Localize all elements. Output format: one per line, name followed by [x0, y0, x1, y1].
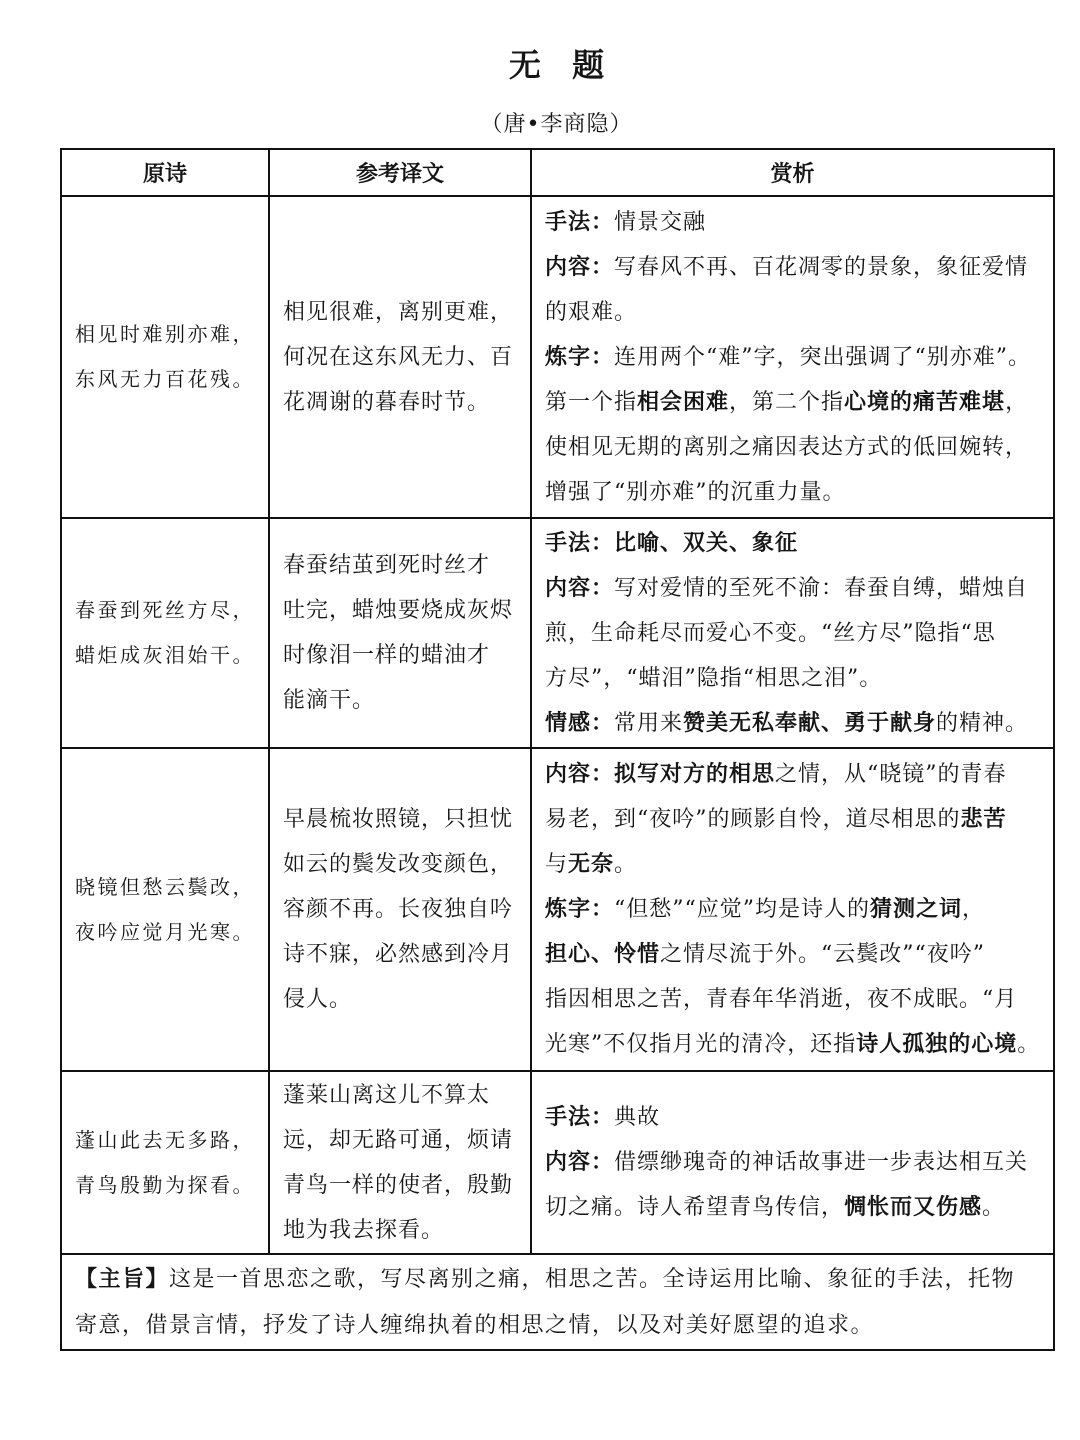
analysis-line: [545, 977, 1047, 1022]
analysis-text: 第一个指: [545, 389, 638, 415]
analysis-text: 光寒”不仅指月光的清冷，还指: [545, 1032, 857, 1057]
analysis-line: [545, 797, 1047, 842]
analysis-label: 情感：: [545, 710, 615, 736]
analysis-text: ，: [962, 897, 986, 922]
analysis-line: [545, 611, 1047, 656]
analysis-line: [545, 752, 1047, 797]
analysis-cell: [531, 518, 1054, 748]
analysis-text: 切之痛。诗人希望青鸟传信，: [545, 1195, 845, 1220]
poem-line: 青鸟殷勤为探看。: [75, 1172, 255, 1197]
poem-cell: [61, 748, 269, 1071]
summary-line: [75, 1303, 1047, 1349]
header-translation: 参考译文: [269, 149, 531, 196]
translation-line: 春蚕结茧到死时丝才: [283, 553, 491, 578]
translation-cell: [269, 518, 531, 748]
poem-line: 东风无力百花残。: [75, 367, 255, 391]
analysis-emphasis: 赞美无私奉献、勇于献身: [683, 710, 937, 736]
table-header-row: [61, 149, 1054, 196]
summary-text: 寄意，借景言情，抒发了诗人缠绵执着的相思之情，以及对美好愿望的追求。: [75, 1313, 875, 1338]
analysis-label: 内容：: [545, 254, 615, 280]
analysis-label: 炼字：: [545, 344, 615, 370]
analysis-text: 的精神。: [936, 710, 1029, 736]
translation-cell: [269, 196, 531, 518]
translation-line: 时像泪一样的蜡油才: [283, 643, 491, 668]
translation-line: 相见很难，离别更难，: [283, 299, 514, 325]
translation-line: 侵人。: [283, 987, 353, 1012]
analysis-text: 指因相思之苦，青春年华消逝，夜不成眠。“月: [545, 987, 1018, 1012]
translation-line: 花凋谢的暮春时节。: [283, 389, 491, 415]
analysis-label: 内容：: [545, 762, 615, 787]
poem-line: 春蚕到死丝方尽，: [75, 598, 255, 622]
analysis-label: 炼字：: [545, 897, 615, 922]
analysis-line: [545, 701, 1047, 746]
analysis-text: 。: [1017, 1032, 1041, 1057]
analysis-line: [545, 380, 1047, 425]
translation-line: 能滴干。: [283, 688, 376, 713]
analysis-line: [545, 887, 1047, 932]
analysis-text: 使相见无期的离别之痛因表达方式的低回婉转，: [545, 434, 1029, 460]
poem-line: 夜吟应觉月光寒。: [75, 919, 255, 944]
summary-text: 这是一首思恋之歌，写尽离别之痛，相思之苦。全诗运用比喻、象征的手法，托物: [169, 1267, 1016, 1292]
analysis-line: [545, 656, 1047, 701]
header-poem: 原诗: [61, 149, 269, 196]
poem-line: 蜡炬成灰泪始干。: [75, 643, 255, 667]
analysis-emphasis: 猜测之词: [870, 897, 963, 922]
analysis-line: [545, 1140, 1047, 1185]
analysis-text: 煎，生命耗尽而爱心不变。“丝方尽”隐指“思: [545, 620, 996, 646]
analysis-label: 手法：: [545, 209, 615, 235]
analysis-text: 。: [614, 852, 638, 877]
analysis-line: [545, 1095, 1047, 1140]
analysis-cell: [531, 1071, 1054, 1254]
analysis-emphasis: 无奈: [568, 852, 615, 877]
analysis-text: 典故: [614, 1105, 661, 1130]
analysis-line: [545, 1185, 1047, 1230]
analysis-cell: [531, 196, 1054, 518]
translation-cell: [269, 748, 531, 1071]
analysis-line: [545, 1022, 1047, 1067]
analysis-cell: [531, 748, 1054, 1071]
analysis-emphasis: 比喻、双关、象征: [614, 530, 799, 556]
summary-cell: [61, 1254, 1054, 1350]
analysis-emphasis: 诗人孤独的心境: [856, 1032, 1018, 1057]
analysis-line: [545, 425, 1047, 470]
poem-cell: [61, 1071, 269, 1254]
analysis-label: 内容：: [545, 575, 615, 601]
poem-cell: [61, 196, 269, 518]
translation-cell: [269, 1071, 531, 1254]
analysis-text: 的艰难。: [545, 299, 638, 325]
analysis-text: 写对爱情的至死不渝：春蚕自缚，蜡烛自: [614, 575, 1029, 601]
analysis-text: 增强了“别亦难”的沉重力量。: [545, 479, 846, 505]
analysis-emphasis: 相会困难: [637, 389, 730, 415]
analysis-text: ，第二个指: [729, 389, 845, 415]
analysis-text: 方尽”，“蜡泪”隐指“相思之泪”。: [545, 665, 883, 691]
summary-line: [75, 1257, 1047, 1303]
analysis-text: 与: [545, 852, 569, 877]
summary-row: [61, 1254, 1054, 1350]
analysis-label: 内容：: [545, 1150, 615, 1175]
table-row: [61, 1071, 1054, 1254]
analysis-emphasis: 心境的痛苦难堪: [844, 389, 1006, 415]
analysis-line: [545, 521, 1047, 566]
analysis-line: [545, 245, 1047, 290]
page-title: 无 题: [508, 46, 605, 84]
table-row: [61, 748, 1054, 1071]
analysis-line: [545, 932, 1047, 977]
analysis-emphasis: 惆怅而又伤感: [844, 1195, 983, 1220]
analysis-text: “但愁”“应觉”均是诗人的: [614, 897, 871, 922]
poem-cell: [61, 518, 269, 748]
analysis-line: [545, 842, 1047, 887]
analysis-line: [545, 335, 1047, 380]
analysis-line: [545, 470, 1047, 515]
analysis-text: 之情尽流于外。“云鬓改”“夜吟”: [660, 942, 986, 967]
analysis-line: [545, 566, 1047, 611]
analysis-label: 手法：: [545, 530, 615, 556]
analysis-emphasis: 拟写对方的相思: [614, 762, 776, 787]
table-row: [61, 518, 1054, 748]
analysis-text: 连用两个“难”字，突出强调了“别亦难”。: [614, 344, 1032, 370]
translation-line: 地为我去探看。: [283, 1217, 445, 1243]
poem-line: 相见时难别亦难，: [75, 322, 255, 346]
analysis-text: 写春风不再、百花凋零的景象，象征爱情: [614, 254, 1029, 280]
analysis-emphasis: 担心、怜惜: [545, 942, 661, 967]
analysis-text: ，: [1005, 389, 1029, 415]
analysis-text: 易老，到“夜吟”的顾影自怜，道尽相思的: [545, 807, 961, 832]
poem-analysis-table: [60, 148, 1055, 1351]
author-line: （唐•李商隐）: [480, 112, 633, 137]
analysis-text: 常用来: [614, 710, 684, 736]
analysis-text: 。: [982, 1195, 1006, 1220]
translation-line: 早晨梳妆照镜，只担忧: [283, 807, 514, 832]
translation-line: 蓬莱山离这儿不算太: [283, 1082, 491, 1108]
header-analysis: 赏析: [531, 149, 1054, 196]
translation-line: 何况在这东风无力、百: [283, 344, 514, 370]
analysis-text: 借缥缈瑰奇的神话故事进一步表达相互关: [614, 1150, 1029, 1175]
analysis-line: [545, 200, 1047, 245]
analysis-line: [545, 290, 1047, 335]
table-row: [61, 196, 1054, 518]
analysis-label: 手法：: [545, 1105, 615, 1130]
translation-line: 如云的鬓发改变颜色，: [283, 852, 514, 877]
translation-line: 容颜不再。长夜独自吟: [283, 897, 514, 922]
analysis-text: 之情，从“晓镜”的青春: [775, 762, 1007, 787]
summary-label: 【主旨】: [75, 1267, 170, 1292]
analysis-text: 情景交融: [614, 209, 707, 235]
poem-line: 晓镜但愁云鬓改，: [75, 874, 255, 899]
translation-line: 远，却无路可通，烦请: [283, 1127, 514, 1153]
poem-line: 蓬山此去无多路，: [75, 1127, 255, 1152]
translation-line: 诗不寐，必然感到冷月: [283, 942, 514, 967]
analysis-emphasis: 悲苦: [960, 807, 1007, 832]
translation-line: 吐完，蜡烛要烧成灰烬: [283, 598, 514, 623]
translation-line: 青鸟一样的使者，殷勤: [283, 1172, 514, 1198]
